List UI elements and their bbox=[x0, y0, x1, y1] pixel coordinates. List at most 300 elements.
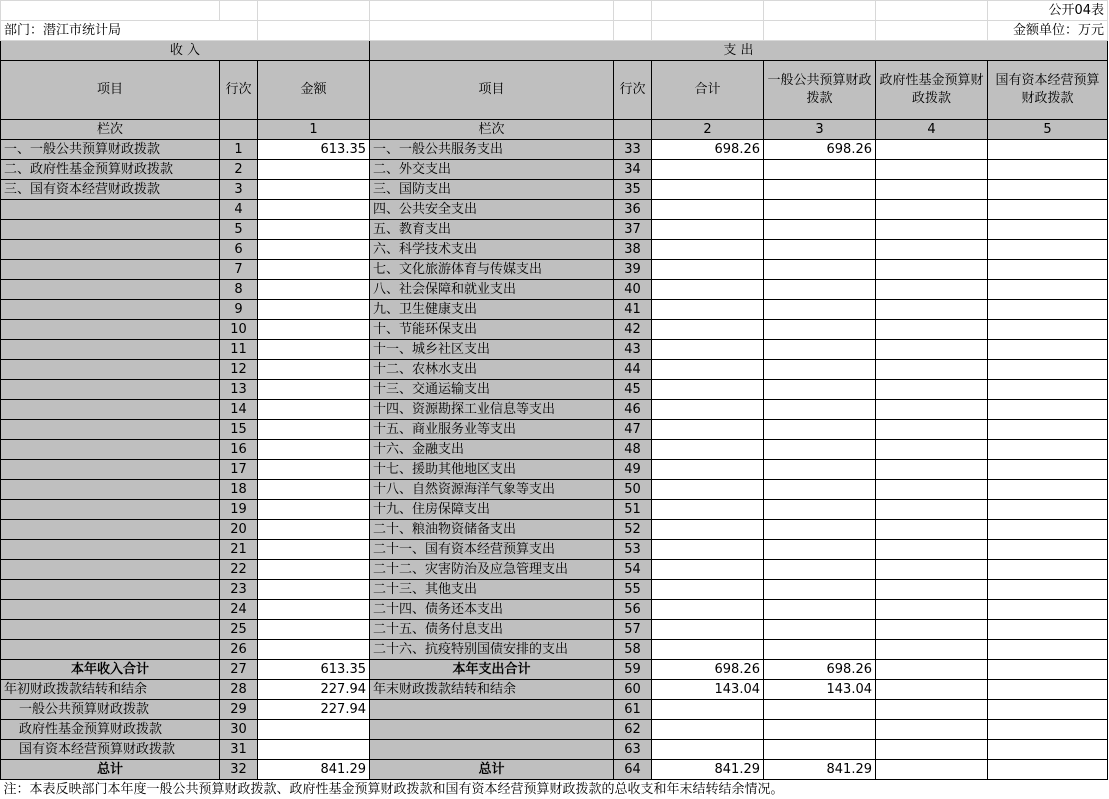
table-row bbox=[1, 420, 1108, 440]
table-row bbox=[1, 240, 1108, 260]
row-number: 34 bbox=[614, 160, 652, 180]
expense-total bbox=[652, 560, 764, 580]
expense-state bbox=[988, 600, 1108, 620]
expense-total bbox=[652, 580, 764, 600]
expense-state bbox=[988, 480, 1108, 500]
expense-fund bbox=[876, 540, 988, 560]
expense-total bbox=[652, 500, 764, 520]
table-row bbox=[1, 560, 1108, 580]
row-number: 54 bbox=[614, 560, 652, 580]
table-row bbox=[1, 200, 1108, 220]
income-amount bbox=[258, 260, 370, 280]
expense-state bbox=[988, 160, 1108, 180]
income-amount bbox=[258, 240, 370, 260]
row-number: 15 bbox=[220, 420, 258, 440]
table-row bbox=[1, 620, 1108, 640]
income-amount bbox=[258, 440, 370, 460]
expense-item-header: 项目 bbox=[370, 61, 614, 120]
expense-state bbox=[988, 440, 1108, 460]
expense-item: 二十二、灾害防治及应急管理支出 bbox=[370, 560, 614, 580]
expense-header: 支 出 bbox=[370, 41, 1108, 61]
expense-total bbox=[652, 480, 764, 500]
expense-item: 二十四、债务还本支出 bbox=[370, 600, 614, 620]
row-number: 53 bbox=[614, 540, 652, 560]
expense-fund bbox=[876, 300, 988, 320]
expense-general bbox=[764, 460, 876, 480]
row-number: 12 bbox=[220, 360, 258, 380]
income-item bbox=[1, 320, 220, 340]
income-item bbox=[1, 440, 220, 460]
row-number: 26 bbox=[220, 640, 258, 660]
table-row bbox=[1, 160, 1108, 180]
row-number: 41 bbox=[614, 300, 652, 320]
expense-general bbox=[764, 300, 876, 320]
expense-fund bbox=[876, 220, 988, 240]
expense-state bbox=[988, 140, 1108, 160]
expense-state bbox=[988, 380, 1108, 400]
expense-state bbox=[988, 560, 1108, 580]
carry-in-general-label: 一般公共预算财政拨款 bbox=[1, 700, 220, 720]
income-amount bbox=[258, 220, 370, 240]
table-row bbox=[1, 600, 1108, 620]
income-amount bbox=[258, 480, 370, 500]
expense-item: 二十一、国有资本经营预算支出 bbox=[370, 540, 614, 560]
expense-item: 十九、住房保障支出 bbox=[370, 500, 614, 520]
row-number: 48 bbox=[614, 440, 652, 460]
column-index: 4 bbox=[876, 120, 988, 140]
income-item bbox=[1, 620, 220, 640]
row-number: 16 bbox=[220, 440, 258, 460]
row-number: 24 bbox=[220, 600, 258, 620]
expense-general bbox=[764, 540, 876, 560]
expense-total bbox=[652, 620, 764, 640]
expense-state bbox=[988, 200, 1108, 220]
income-amount bbox=[258, 500, 370, 520]
expense-total bbox=[652, 640, 764, 660]
income-item-header: 项目 bbox=[1, 61, 220, 120]
row-number: 62 bbox=[614, 720, 652, 740]
expense-fund bbox=[876, 560, 988, 580]
expense-total bbox=[652, 600, 764, 620]
expense-fund bbox=[876, 580, 988, 600]
row-number: 52 bbox=[614, 520, 652, 540]
expense-fund bbox=[876, 460, 988, 480]
expense-fund bbox=[876, 480, 988, 500]
table-row bbox=[1, 320, 1108, 340]
expense-total-total: 698.26 bbox=[652, 660, 764, 680]
income-item bbox=[1, 500, 220, 520]
column-index: 1 bbox=[258, 120, 370, 140]
carry-in-fund-label: 政府性基金预算财政拨款 bbox=[1, 720, 220, 740]
income-item bbox=[1, 340, 220, 360]
income-item: 三、国有资本经营财政拨款 bbox=[1, 180, 220, 200]
column-index: 2 bbox=[652, 120, 764, 140]
expense-fund bbox=[876, 600, 988, 620]
income-amount bbox=[258, 320, 370, 340]
carry-out-label: 年末财政拨款结转和结余 bbox=[370, 680, 614, 700]
expense-fund bbox=[876, 640, 988, 660]
table-row bbox=[1, 260, 1108, 280]
expense-general bbox=[764, 360, 876, 380]
expense-item: 八、社会保障和就业支出 bbox=[370, 280, 614, 300]
row-number: 31 bbox=[220, 740, 258, 760]
income-item bbox=[1, 640, 220, 660]
expense-fund bbox=[876, 180, 988, 200]
carry-out-total: 143.04 bbox=[652, 680, 764, 700]
income-item bbox=[1, 580, 220, 600]
income-item bbox=[1, 540, 220, 560]
expense-total bbox=[652, 180, 764, 200]
expense-fund bbox=[876, 380, 988, 400]
income-amount: 613.35 bbox=[258, 140, 370, 160]
expense-general bbox=[764, 200, 876, 220]
expense-general bbox=[764, 340, 876, 360]
income-amount bbox=[258, 640, 370, 660]
column-index-label: 栏次 bbox=[1, 120, 220, 140]
income-row-no-header: 行次 bbox=[220, 61, 258, 120]
row-number: 38 bbox=[614, 240, 652, 260]
table-row bbox=[1, 280, 1108, 300]
row-number: 39 bbox=[614, 260, 652, 280]
expense-item: 三、国防支出 bbox=[370, 180, 614, 200]
expense-item: 一、一般公共服务支出 bbox=[370, 140, 614, 160]
row-number: 11 bbox=[220, 340, 258, 360]
expense-general bbox=[764, 640, 876, 660]
table-row bbox=[1, 300, 1108, 320]
state-capital-header: 国有资本经营预算财政拨款 bbox=[988, 61, 1108, 120]
expense-fund bbox=[876, 280, 988, 300]
expense-total bbox=[652, 380, 764, 400]
row-number: 23 bbox=[220, 580, 258, 600]
row-number: 43 bbox=[614, 340, 652, 360]
expense-item: 二十五、债务付息支出 bbox=[370, 620, 614, 640]
column-index: 3 bbox=[764, 120, 876, 140]
expense-row-no-header: 行次 bbox=[614, 61, 652, 120]
income-item bbox=[1, 300, 220, 320]
row-number: 2 bbox=[220, 160, 258, 180]
row-number: 58 bbox=[614, 640, 652, 660]
income-header: 收 入 bbox=[1, 41, 370, 61]
income-amount bbox=[258, 460, 370, 480]
row-number: 37 bbox=[614, 220, 652, 240]
row-number: 49 bbox=[614, 460, 652, 480]
table-row bbox=[1, 520, 1108, 540]
column-index: 5 bbox=[988, 120, 1108, 140]
expense-fund bbox=[876, 320, 988, 340]
expense-state bbox=[988, 280, 1108, 300]
expense-item: 九、卫生健康支出 bbox=[370, 300, 614, 320]
income-item bbox=[1, 360, 220, 380]
expense-item: 十一、城乡社区支出 bbox=[370, 340, 614, 360]
row-number: 44 bbox=[614, 360, 652, 380]
row-number: 28 bbox=[220, 680, 258, 700]
income-amount bbox=[258, 380, 370, 400]
expense-total bbox=[652, 440, 764, 460]
expense-general bbox=[764, 380, 876, 400]
row-number: 10 bbox=[220, 320, 258, 340]
expense-total bbox=[652, 200, 764, 220]
income-amount-header: 金额 bbox=[258, 61, 370, 120]
row-number: 27 bbox=[220, 660, 258, 680]
row-number: 5 bbox=[220, 220, 258, 240]
expense-total bbox=[652, 360, 764, 380]
row-number: 64 bbox=[614, 760, 652, 780]
expense-total bbox=[652, 240, 764, 260]
expense-item: 十三、交通运输支出 bbox=[370, 380, 614, 400]
expense-total-general: 698.26 bbox=[764, 660, 876, 680]
carry-in-general-amount: 227.94 bbox=[258, 700, 370, 720]
expense-item: 十二、农林水支出 bbox=[370, 360, 614, 380]
row-number: 19 bbox=[220, 500, 258, 520]
expense-state bbox=[988, 640, 1108, 660]
row-number: 36 bbox=[614, 200, 652, 220]
expense-item: 二、外交支出 bbox=[370, 160, 614, 180]
row-number: 8 bbox=[220, 280, 258, 300]
fund-budget-header: 政府性基金预算财政拨款 bbox=[876, 61, 988, 120]
row-number: 20 bbox=[220, 520, 258, 540]
expense-general bbox=[764, 580, 876, 600]
income-amount bbox=[258, 340, 370, 360]
expense-total bbox=[652, 420, 764, 440]
row-number: 45 bbox=[614, 380, 652, 400]
row-number: 14 bbox=[220, 400, 258, 420]
expense-total bbox=[652, 400, 764, 420]
row-number: 47 bbox=[614, 420, 652, 440]
income-amount bbox=[258, 520, 370, 540]
expense-general bbox=[764, 620, 876, 640]
expense-fund bbox=[876, 520, 988, 540]
income-amount bbox=[258, 580, 370, 600]
expense-fund bbox=[876, 440, 988, 460]
income-item: 一、一般公共预算财政拨款 bbox=[1, 140, 220, 160]
expense-item: 十六、金融支出 bbox=[370, 440, 614, 460]
income-item bbox=[1, 480, 220, 500]
expense-item: 五、教育支出 bbox=[370, 220, 614, 240]
income-amount bbox=[258, 160, 370, 180]
expense-fund bbox=[876, 420, 988, 440]
income-item bbox=[1, 220, 220, 240]
row-number: 32 bbox=[220, 760, 258, 780]
income-item bbox=[1, 280, 220, 300]
expense-general bbox=[764, 180, 876, 200]
row-number: 40 bbox=[614, 280, 652, 300]
income-item bbox=[1, 520, 220, 540]
row-number: 35 bbox=[614, 180, 652, 200]
expense-item: 十七、援助其他地区支出 bbox=[370, 460, 614, 480]
row-number: 56 bbox=[614, 600, 652, 620]
expense-state bbox=[988, 540, 1108, 560]
expense-fund bbox=[876, 240, 988, 260]
income-item bbox=[1, 460, 220, 480]
expense-state bbox=[988, 180, 1108, 200]
expense-total: 698.26 bbox=[652, 140, 764, 160]
row-number: 51 bbox=[614, 500, 652, 520]
expense-state bbox=[988, 460, 1108, 480]
expense-fund bbox=[876, 200, 988, 220]
expense-total bbox=[652, 300, 764, 320]
income-amount bbox=[258, 300, 370, 320]
row-number: 21 bbox=[220, 540, 258, 560]
expense-general bbox=[764, 420, 876, 440]
income-item bbox=[1, 420, 220, 440]
expense-state bbox=[988, 500, 1108, 520]
footnote: 注：本表反映部门本年度一般公共预算财政拨款、政府性基金预算财政拨款和国有资本经营预算财政拨款的总收支和年末结转结余情况。 bbox=[1, 780, 1108, 799]
income-amount bbox=[258, 360, 370, 380]
row-number: 29 bbox=[220, 700, 258, 720]
expense-total bbox=[652, 320, 764, 340]
form-number: 公开04表 bbox=[988, 1, 1108, 21]
table-row bbox=[1, 180, 1108, 200]
row-number: 18 bbox=[220, 480, 258, 500]
column-index-label: 栏次 bbox=[370, 120, 614, 140]
expense-state bbox=[988, 620, 1108, 640]
grand-total-total: 841.29 bbox=[652, 760, 764, 780]
carry-in-label: 年初财政拨款结转和结余 bbox=[1, 680, 220, 700]
row-number: 46 bbox=[614, 400, 652, 420]
carry-in-state-label: 国有资本经营预算财政拨款 bbox=[1, 740, 220, 760]
expense-item: 二十六、抗疫特别国债安排的支出 bbox=[370, 640, 614, 660]
carry-out-general: 143.04 bbox=[764, 680, 876, 700]
expense-total bbox=[652, 160, 764, 180]
expense-state bbox=[988, 400, 1108, 420]
expense-item: 十八、自然资源海洋气象等支出 bbox=[370, 480, 614, 500]
expense-general bbox=[764, 560, 876, 580]
expense-general bbox=[764, 520, 876, 540]
income-total-label: 本年收入合计 bbox=[1, 660, 220, 680]
table-row bbox=[1, 140, 1108, 160]
expense-state bbox=[988, 300, 1108, 320]
income-total-amount: 613.35 bbox=[258, 660, 370, 680]
expense-general bbox=[764, 220, 876, 240]
income-amount bbox=[258, 200, 370, 220]
department-label: 部门：潜江市统计局 bbox=[1, 21, 258, 41]
expense-fund bbox=[876, 340, 988, 360]
expense-general bbox=[764, 280, 876, 300]
grand-total-amount: 841.29 bbox=[258, 760, 370, 780]
income-amount bbox=[258, 180, 370, 200]
income-amount bbox=[258, 600, 370, 620]
expense-general bbox=[764, 600, 876, 620]
income-item bbox=[1, 380, 220, 400]
row-number: 42 bbox=[614, 320, 652, 340]
income-amount bbox=[258, 400, 370, 420]
expense-total bbox=[652, 280, 764, 300]
expense-fund bbox=[876, 500, 988, 520]
expense-fund bbox=[876, 140, 988, 160]
table-row bbox=[1, 460, 1108, 480]
table-row bbox=[1, 640, 1108, 660]
row-number: 59 bbox=[614, 660, 652, 680]
income-amount bbox=[258, 280, 370, 300]
row-number: 61 bbox=[614, 700, 652, 720]
expense-general bbox=[764, 400, 876, 420]
income-item bbox=[1, 400, 220, 420]
expense-total bbox=[652, 260, 764, 280]
expense-item: 六、科学技术支出 bbox=[370, 240, 614, 260]
expense-general bbox=[764, 240, 876, 260]
income-item bbox=[1, 560, 220, 580]
table-row bbox=[1, 380, 1108, 400]
income-amount bbox=[258, 620, 370, 640]
income-amount bbox=[258, 540, 370, 560]
expense-item: 七、文化旅游体育与传媒支出 bbox=[370, 260, 614, 280]
expense-total-label: 本年支出合计 bbox=[370, 660, 614, 680]
expense-total bbox=[652, 540, 764, 560]
row-number: 7 bbox=[220, 260, 258, 280]
expense-state bbox=[988, 360, 1108, 380]
expense-state bbox=[988, 240, 1108, 260]
carry-in-amount: 227.94 bbox=[258, 680, 370, 700]
grand-total-label: 总计 bbox=[370, 760, 614, 780]
row-number: 55 bbox=[614, 580, 652, 600]
row-number: 4 bbox=[220, 200, 258, 220]
expense-general bbox=[764, 500, 876, 520]
income-item bbox=[1, 200, 220, 220]
income-amount bbox=[258, 420, 370, 440]
income-item bbox=[1, 260, 220, 280]
income-item bbox=[1, 240, 220, 260]
expense-general bbox=[764, 480, 876, 500]
row-number: 25 bbox=[220, 620, 258, 640]
expense-general bbox=[764, 260, 876, 280]
expense-total-header: 合计 bbox=[652, 61, 764, 120]
expense-item: 二十、粮油物资储备支出 bbox=[370, 520, 614, 540]
table-row bbox=[1, 360, 1108, 380]
expense-item: 十四、资源勘探工业信息等支出 bbox=[370, 400, 614, 420]
row-number: 50 bbox=[614, 480, 652, 500]
row-number: 3 bbox=[220, 180, 258, 200]
row-number: 1 bbox=[220, 140, 258, 160]
row-number: 33 bbox=[614, 140, 652, 160]
expense-item: 十五、商业服务业等支出 bbox=[370, 420, 614, 440]
row-number: 13 bbox=[220, 380, 258, 400]
expense-total bbox=[652, 220, 764, 240]
table-row bbox=[1, 500, 1108, 520]
income-item: 二、政府性基金预算财政拨款 bbox=[1, 160, 220, 180]
expense-fund bbox=[876, 400, 988, 420]
row-number: 17 bbox=[220, 460, 258, 480]
grand-total-general: 841.29 bbox=[764, 760, 876, 780]
expense-fund bbox=[876, 160, 988, 180]
row-number: 6 bbox=[220, 240, 258, 260]
expense-general: 698.26 bbox=[764, 140, 876, 160]
income-amount bbox=[258, 560, 370, 580]
expense-state bbox=[988, 520, 1108, 540]
table-row bbox=[1, 580, 1108, 600]
table-row bbox=[1, 220, 1108, 240]
expense-total bbox=[652, 340, 764, 360]
row-number: 63 bbox=[614, 740, 652, 760]
expense-fund bbox=[876, 260, 988, 280]
table-row bbox=[1, 480, 1108, 500]
expense-state bbox=[988, 580, 1108, 600]
expense-total bbox=[652, 460, 764, 480]
expense-fund bbox=[876, 360, 988, 380]
expense-item: 十、节能环保支出 bbox=[370, 320, 614, 340]
expense-state bbox=[988, 420, 1108, 440]
grand-total-label: 总计 bbox=[1, 760, 220, 780]
row-number: 22 bbox=[220, 560, 258, 580]
row-number: 60 bbox=[614, 680, 652, 700]
expense-general bbox=[764, 440, 876, 460]
row-number: 57 bbox=[614, 620, 652, 640]
expense-fund bbox=[876, 620, 988, 640]
row-number: 30 bbox=[220, 720, 258, 740]
expense-state bbox=[988, 220, 1108, 240]
expense-item: 四、公共安全支出 bbox=[370, 200, 614, 220]
table-row bbox=[1, 400, 1108, 420]
table-row bbox=[1, 340, 1108, 360]
